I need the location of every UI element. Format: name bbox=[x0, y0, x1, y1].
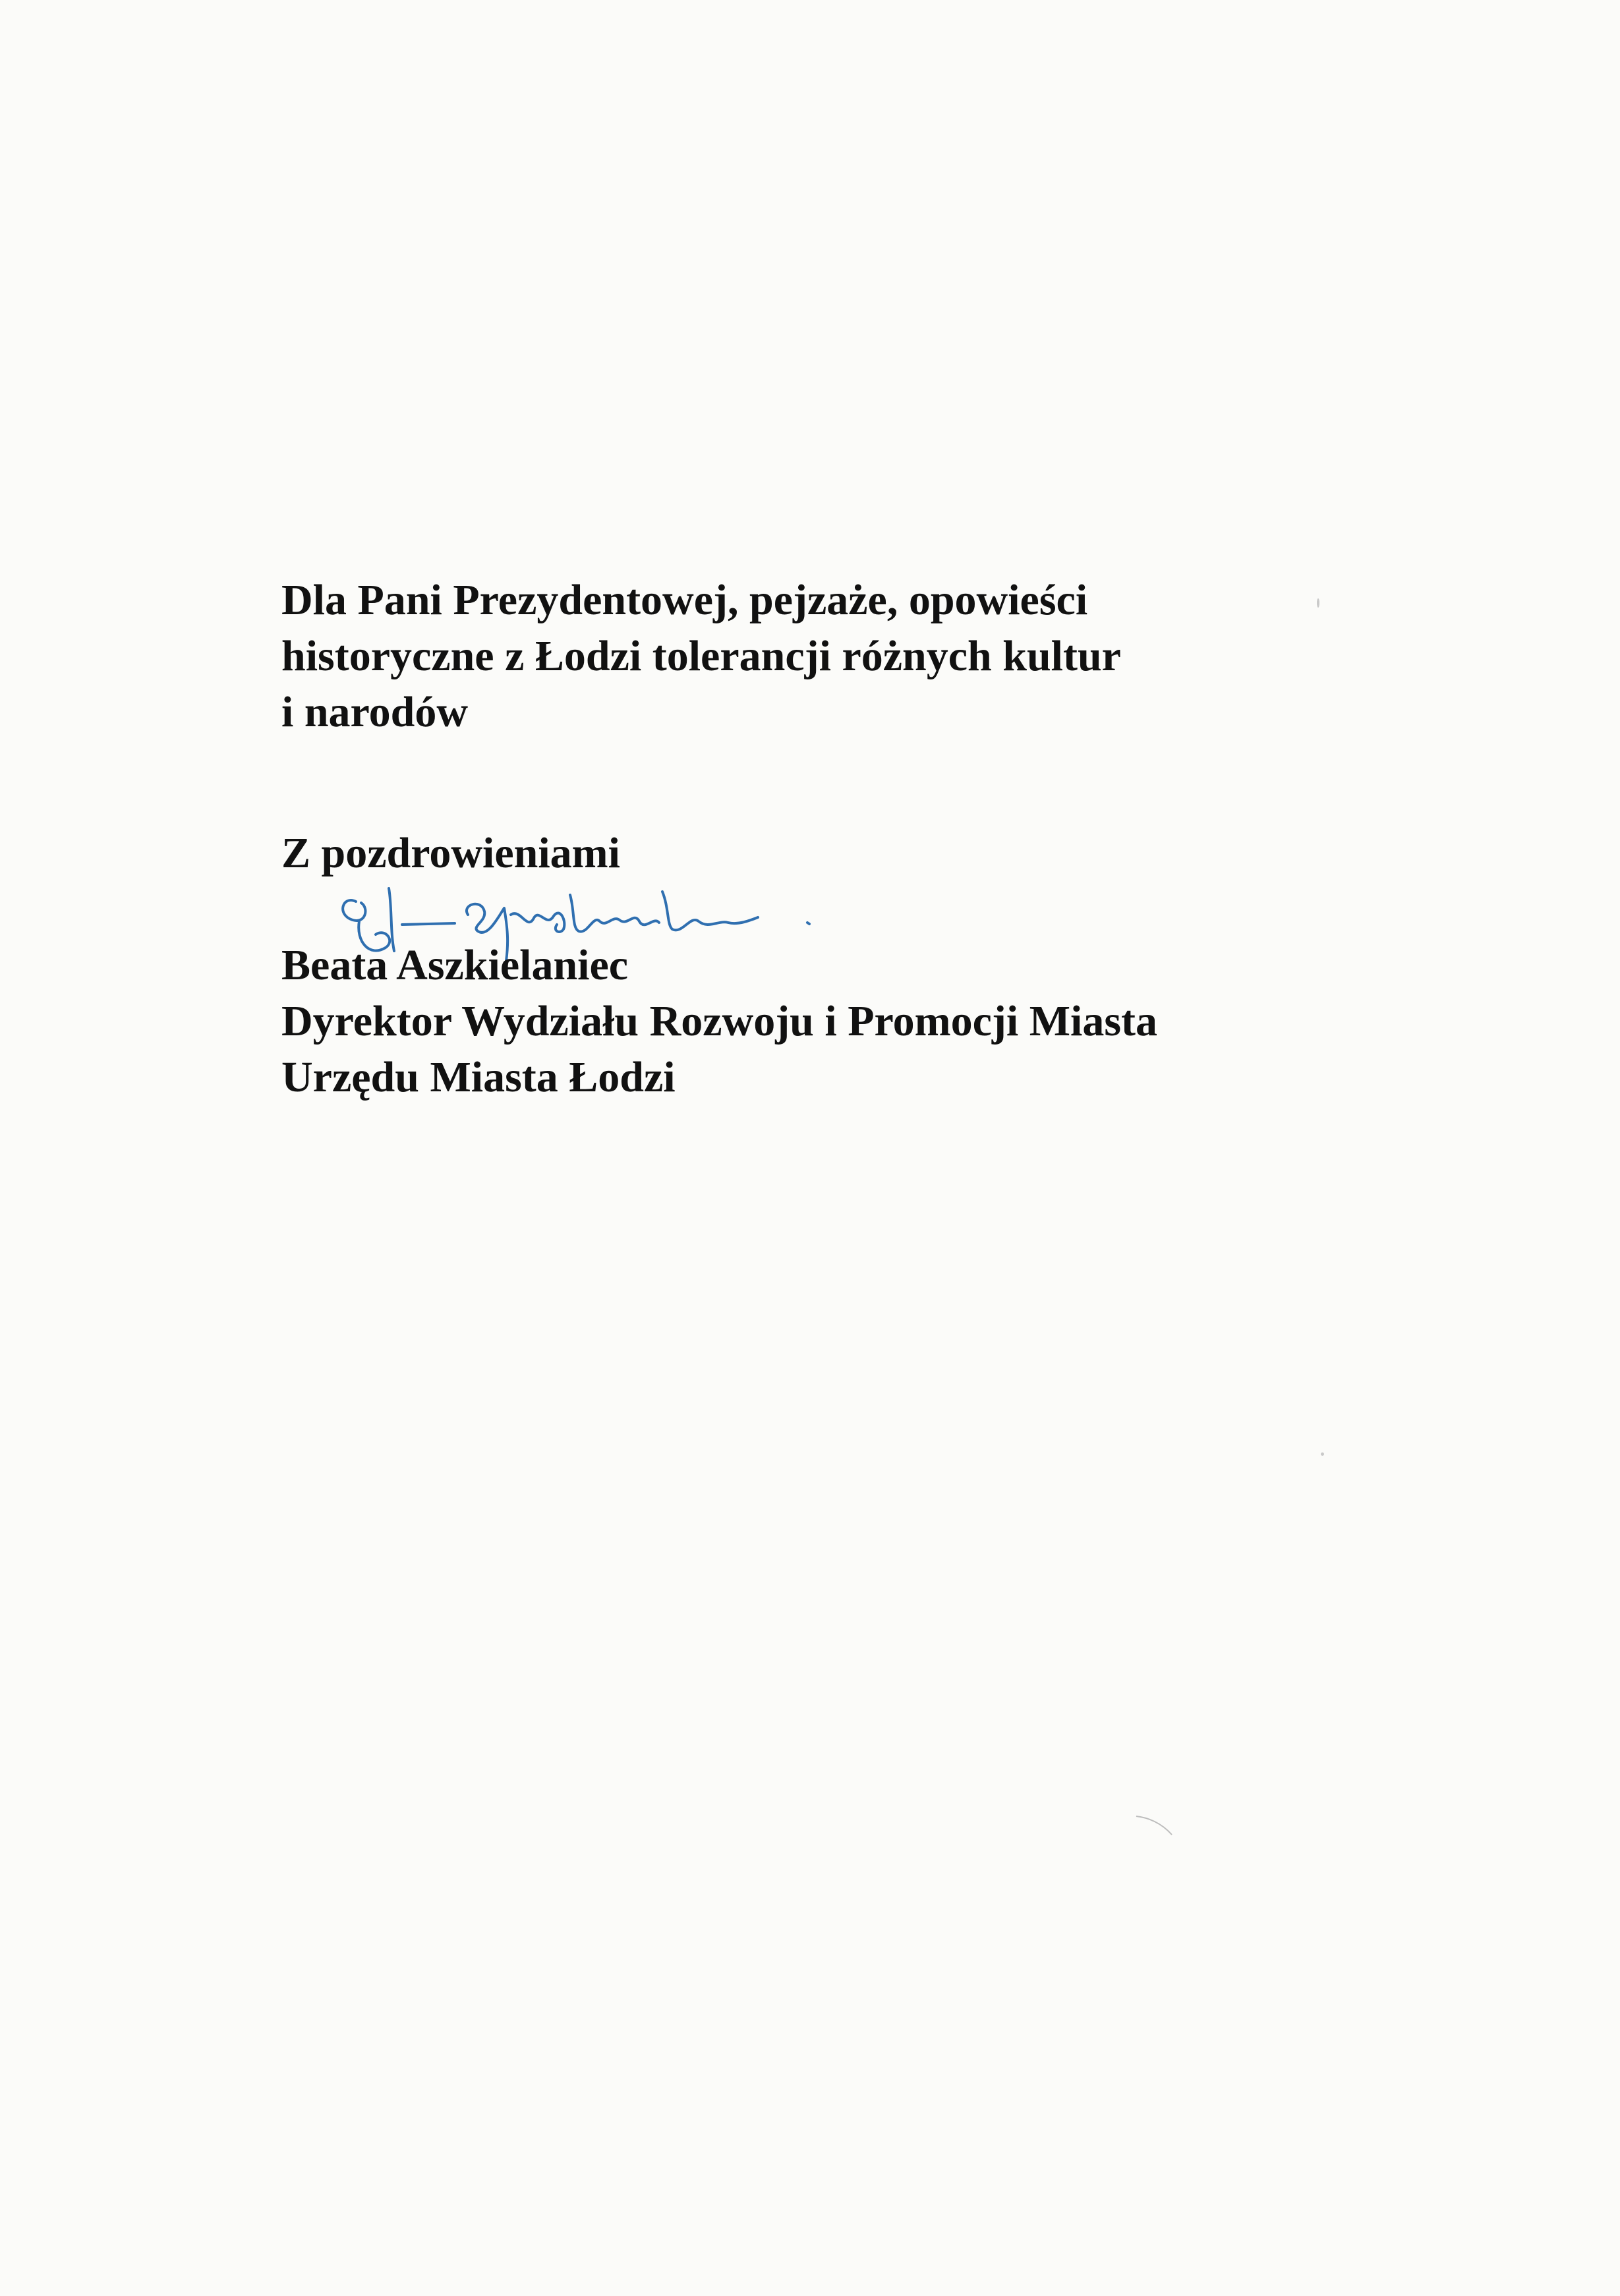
dedication-line-3: i narodów bbox=[281, 688, 469, 736]
signatory-name: Beata Aszkielaniec bbox=[281, 941, 629, 989]
paper-scratch-mark bbox=[1135, 1814, 1174, 1837]
dedication-line-2: historyczne z Łodzi tolerancji różnych kultur bbox=[281, 632, 1121, 680]
signatory-block bbox=[281, 937, 1157, 1105]
paper-speck bbox=[1317, 598, 1319, 608]
signatory-title: Dyrektor Wydziału Rozwoju i Promocji Miasta bbox=[281, 997, 1158, 1045]
dedication-text bbox=[281, 572, 1121, 740]
signatory-office: Urzędu Miasta Łodzi bbox=[281, 1053, 676, 1101]
dedication-line-1: Dla Pani Prezydentowej, pejzaże, opowieści bbox=[281, 576, 1088, 624]
paper-speck bbox=[1321, 1452, 1324, 1456]
greeting-line: Z pozdrowieniami bbox=[281, 829, 620, 877]
